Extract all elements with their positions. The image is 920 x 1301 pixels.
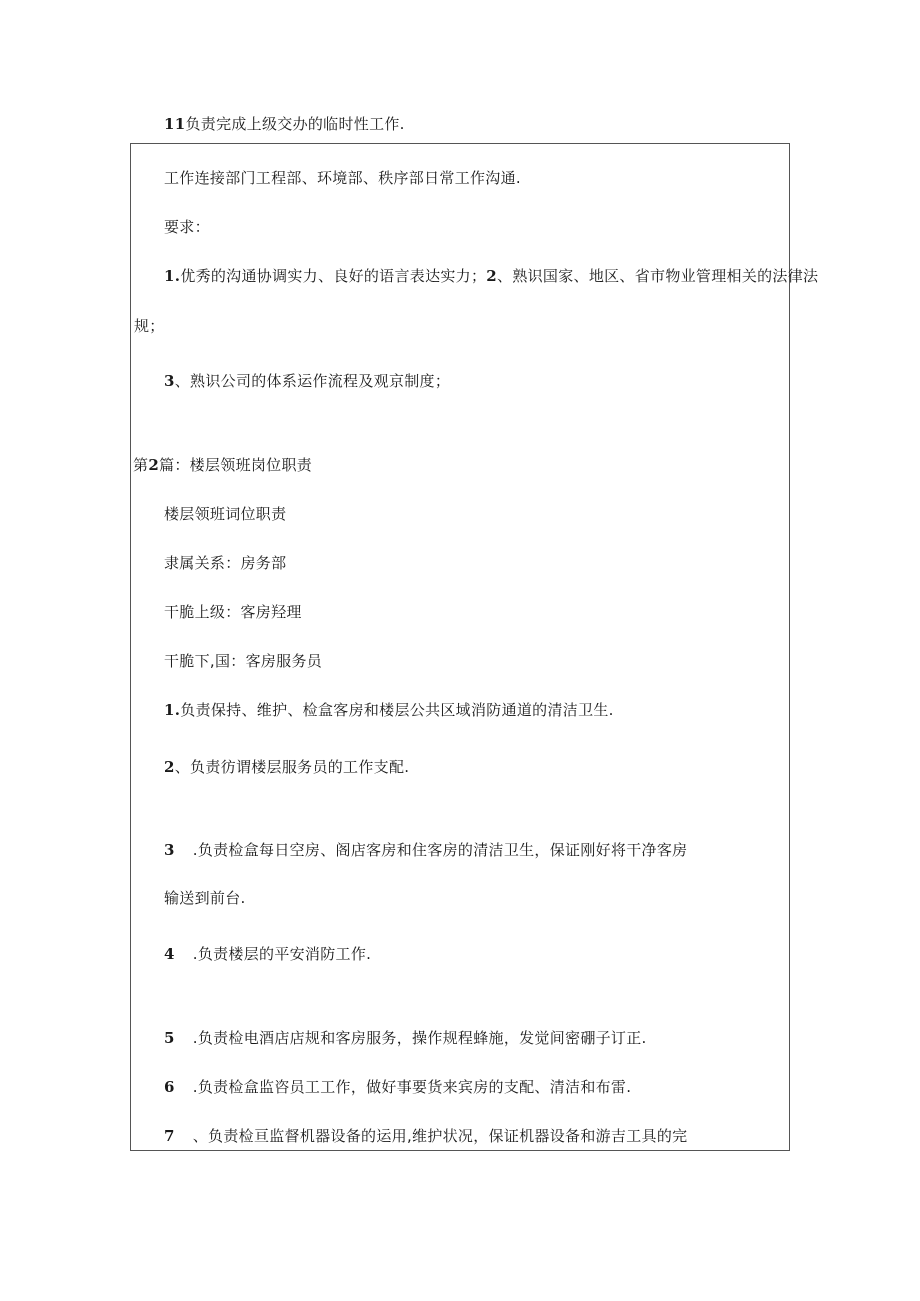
item-text: 、熟识国家、地区、省市物业管理相关的法律法 <box>497 267 819 285</box>
item-text: .负责检电酒店店规和客房服务，操作规程蜂施，发觉间密硼子订正. <box>192 1029 647 1047</box>
item-number: 7 <box>164 1127 175 1145</box>
item-number: 3 <box>164 841 175 859</box>
requirement-line <box>164 266 818 286</box>
paragraph-text: 输送到前台. <box>164 889 246 907</box>
paragraph-text: 干脆下,国：客房服务员 <box>164 652 323 670</box>
item-number: 2 <box>486 267 498 285</box>
item-number: 1. <box>164 701 181 719</box>
requirement-line <box>164 371 450 391</box>
paragraph <box>164 168 521 188</box>
header-line <box>164 114 405 134</box>
duty-item <box>164 1028 647 1048</box>
item-number: 11 <box>164 115 186 133</box>
paragraph-text: 工作连接部门工程部、环境部、秩序部日常工作沟通. <box>164 169 521 187</box>
chapter-prefix: 第 <box>133 456 149 474</box>
item-text: 、负责检亘监督机器设备的运用,维护状况，保证机器设备和游吉工具的完 <box>192 1127 688 1145</box>
item-number: 3 <box>164 372 175 390</box>
paragraph-text: 要求： <box>164 218 210 236</box>
duty-item <box>164 700 614 720</box>
item-number: 2 <box>164 758 175 776</box>
paragraph-text: 楼层领班词位职责 <box>164 505 287 523</box>
item-text: .负责楼层的平安消防工作. <box>192 945 372 963</box>
item-number: 1. <box>164 267 181 285</box>
paragraph <box>134 316 165 336</box>
content-box <box>130 143 790 1151</box>
paragraph-text: 隶属关系：房务部 <box>164 554 287 572</box>
duty-item <box>164 840 687 860</box>
item-number: 4 <box>164 945 175 963</box>
duty-item <box>164 757 409 777</box>
duty-item <box>164 944 371 964</box>
chapter-text: 篇：楼层领班岗位职责 <box>159 456 313 474</box>
chapter-title <box>133 455 312 475</box>
duty-item <box>164 1126 687 1146</box>
item-text: 负责保持、维护、检盒客房和楼层公共区域消防通道的清洁卫生. <box>180 701 614 719</box>
direct-subordinate <box>164 651 322 671</box>
paragraph-text: 规； <box>134 317 165 335</box>
duty-continuation <box>164 888 246 908</box>
paragraph-text: 干脆上级：客房羟理 <box>164 603 302 621</box>
chapter-number: 2 <box>148 456 160 474</box>
affiliation <box>164 553 286 573</box>
item-text: 、熟识公司的体系运作流程及观京制度； <box>174 372 451 390</box>
item-text: 、负责彷谓楼层服务员的工作支配. <box>174 758 410 776</box>
job-title <box>164 504 286 524</box>
item-text: 负责完成上级交办的临时性工作. <box>185 115 405 133</box>
item-number: 5 <box>164 1029 175 1047</box>
direct-superior <box>164 602 302 622</box>
item-text: .负责检盒监咨员工工作，做好事要货来宾房的支配、清洁和布雷. <box>192 1078 632 1096</box>
requirements-heading <box>164 217 210 237</box>
item-number: 6 <box>164 1078 175 1096</box>
item-text: .负责检盒每日空房、阁店客房和住客房的清洁卫生，保证刚好将干净客房 <box>192 841 688 859</box>
duty-item <box>164 1077 631 1097</box>
item-text: 优秀的沟通协调实力、良好的语言表达实力； <box>180 267 487 285</box>
